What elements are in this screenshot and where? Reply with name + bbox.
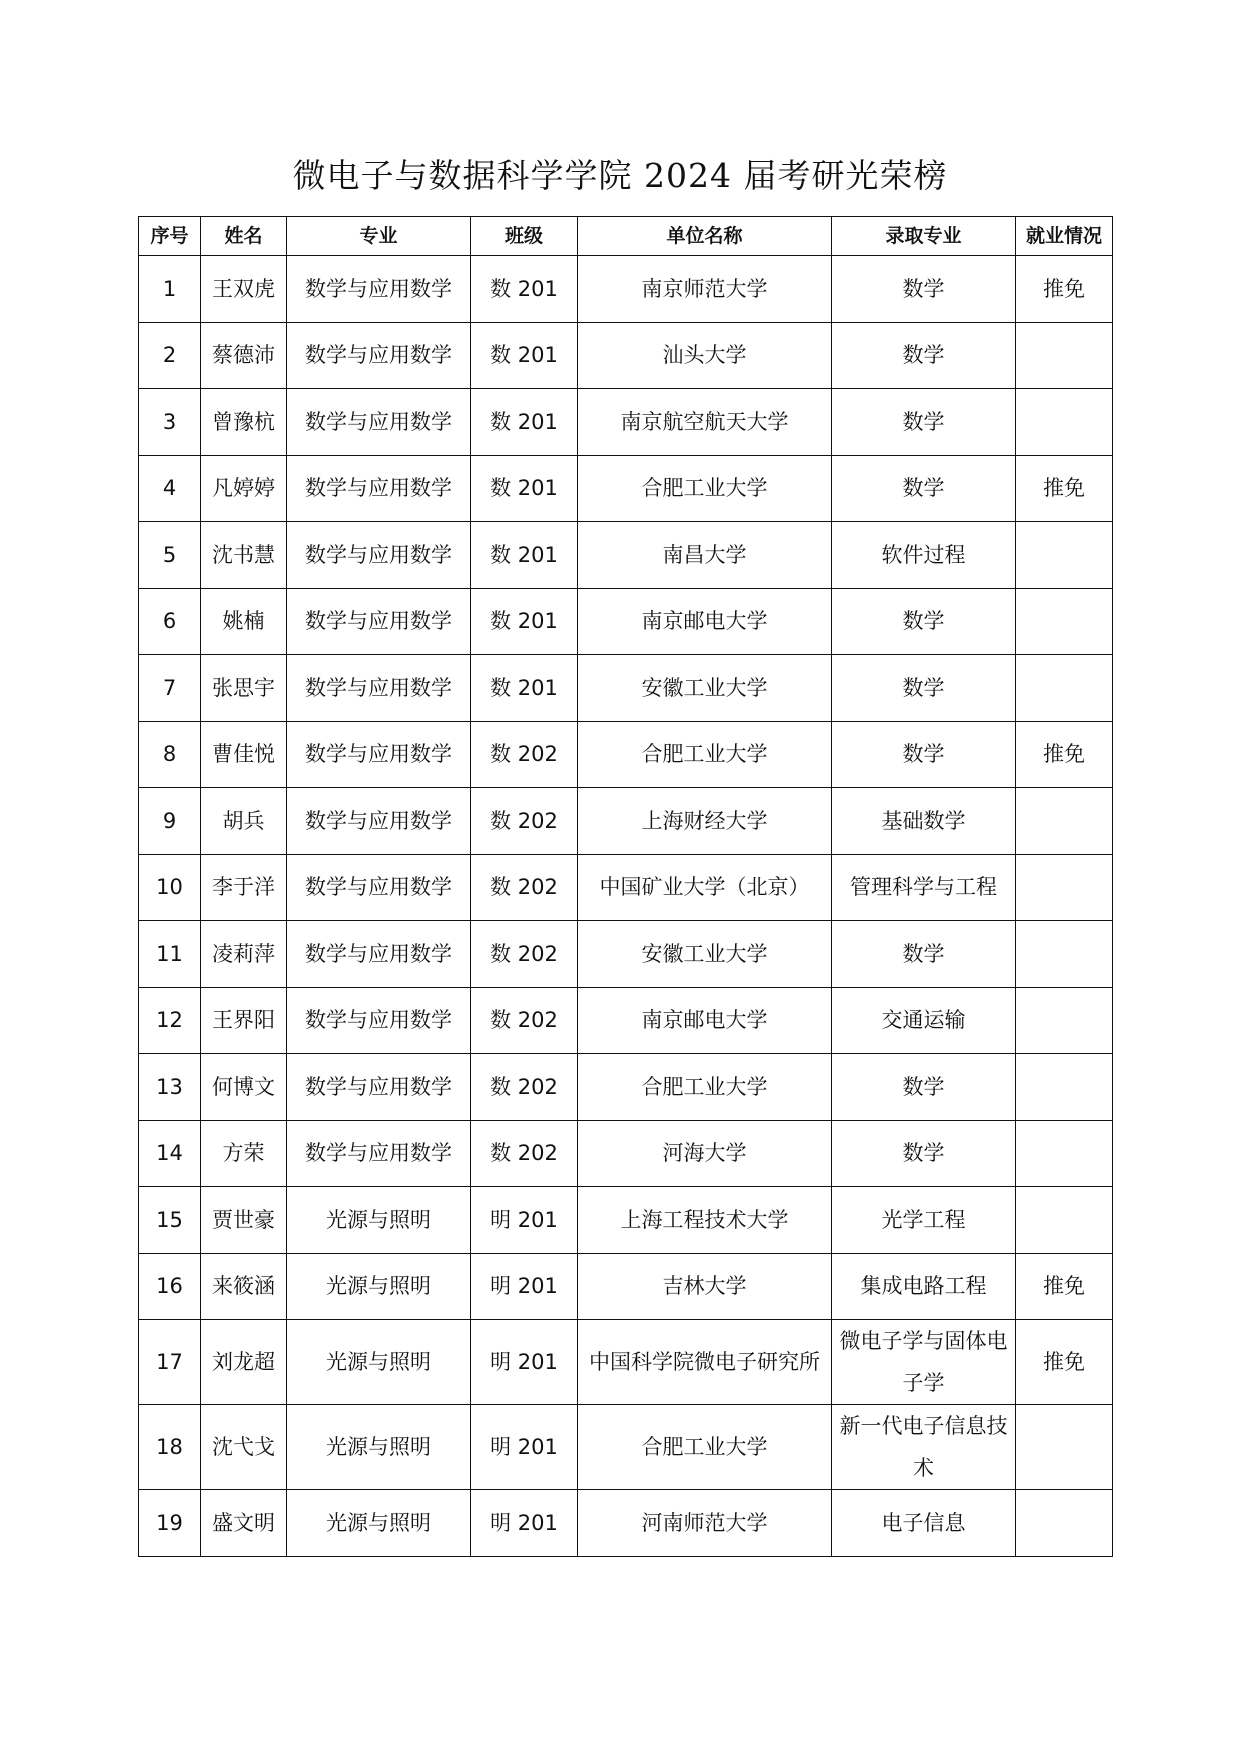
header-school: 单位名称 [578,217,832,256]
cell-no: 6 [139,588,201,655]
cell-name: 王双虎 [201,256,287,323]
cell-name: 刘龙超 [201,1320,287,1405]
cell-no: 8 [139,721,201,788]
table-row [139,588,1113,655]
cell-major: 光源与照明 [287,1187,471,1254]
cell-no: 19 [139,1490,201,1557]
header-admit-major: 录取专业 [832,217,1016,256]
cell-no: 10 [139,854,201,921]
page-title: 微电子与数据科学学院 2024 届考研光荣榜 [292,156,948,195]
cell-name: 王界阳 [201,987,287,1054]
cell-class: 数 201 [471,522,578,589]
cell-major: 数学与应用数学 [287,256,471,323]
cell-status [1016,1187,1113,1254]
cell-name: 沈书慧 [201,522,287,589]
cell-major: 光源与照明 [287,1320,471,1405]
table-row [139,522,1113,589]
cell-admit-major: 新一代电子信息技术 [832,1405,1016,1490]
cell-admit-major: 数学 [832,1054,1016,1121]
cell-admit-major: 光学工程 [832,1187,1016,1254]
cell-major: 数学与应用数学 [287,389,471,456]
table-row [139,1405,1113,1490]
cell-status: 推免 [1016,1253,1113,1320]
cell-class: 数 202 [471,987,578,1054]
cell-school: 合肥工业大学 [578,455,832,522]
cell-admit-major: 交通运输 [832,987,1016,1054]
cell-name: 来筱涵 [201,1253,287,1320]
cell-status: 推免 [1016,256,1113,323]
cell-class: 数 202 [471,721,578,788]
cell-name: 方荣 [201,1120,287,1187]
cell-name: 曹佳悦 [201,721,287,788]
cell-school: 安徽工业大学 [578,655,832,722]
table-row [139,854,1113,921]
header-status: 就业情况 [1016,217,1113,256]
cell-no: 15 [139,1187,201,1254]
cell-admit-major: 电子信息 [832,1490,1016,1557]
cell-name: 凡婷婷 [201,455,287,522]
cell-class: 数 201 [471,389,578,456]
cell-major: 数学与应用数学 [287,788,471,855]
cell-name: 沈弋戈 [201,1405,287,1490]
cell-major: 数学与应用数学 [287,721,471,788]
table-row [139,455,1113,522]
cell-class: 明 201 [471,1253,578,1320]
table-row [139,1490,1113,1557]
cell-class: 明 201 [471,1187,578,1254]
cell-no: 13 [139,1054,201,1121]
cell-name: 蔡德沛 [201,322,287,389]
cell-school: 汕头大学 [578,322,832,389]
cell-status [1016,921,1113,988]
cell-school: 河海大学 [578,1120,832,1187]
cell-school: 南昌大学 [578,522,832,589]
cell-name: 贾世豪 [201,1187,287,1254]
cell-class: 数 202 [471,854,578,921]
cell-no: 14 [139,1120,201,1187]
cell-no: 18 [139,1405,201,1490]
cell-status [1016,1054,1113,1121]
header-no: 序号 [139,217,201,256]
cell-class: 明 201 [471,1405,578,1490]
cell-status [1016,389,1113,456]
cell-no: 11 [139,921,201,988]
table-row [139,721,1113,788]
table-header-row [139,217,1113,256]
cell-name: 盛文明 [201,1490,287,1557]
cell-no: 9 [139,788,201,855]
cell-school: 合肥工业大学 [578,721,832,788]
cell-major: 光源与照明 [287,1490,471,1557]
cell-admit-major: 集成电路工程 [832,1253,1016,1320]
cell-admit-major: 微电子学与固体电子学 [832,1320,1016,1405]
table-row [139,788,1113,855]
cell-status [1016,854,1113,921]
cell-school: 南京邮电大学 [578,588,832,655]
table-row [139,1054,1113,1121]
cell-school: 南京邮电大学 [578,987,832,1054]
cell-status [1016,1120,1113,1187]
cell-major: 数学与应用数学 [287,655,471,722]
cell-status [1016,1405,1113,1490]
cell-status [1016,655,1113,722]
cell-school: 合肥工业大学 [578,1405,832,1490]
cell-no: 3 [139,389,201,456]
cell-status [1016,1490,1113,1557]
cell-school: 南京师范大学 [578,256,832,323]
cell-class: 数 202 [471,921,578,988]
cell-no: 2 [139,322,201,389]
cell-name: 李于洋 [201,854,287,921]
table-row [139,921,1113,988]
cell-class: 数 201 [471,322,578,389]
table-row [139,987,1113,1054]
cell-admit-major: 数学 [832,1120,1016,1187]
cell-name: 凌莉萍 [201,921,287,988]
cell-class: 明 201 [471,1490,578,1557]
cell-major: 数学与应用数学 [287,921,471,988]
cell-class: 数 201 [471,588,578,655]
cell-name: 张思宇 [201,655,287,722]
cell-status: 推免 [1016,1320,1113,1405]
table-row [139,256,1113,323]
cell-no: 5 [139,522,201,589]
cell-class: 数 202 [471,1054,578,1121]
cell-no: 16 [139,1253,201,1320]
cell-school: 安徽工业大学 [578,921,832,988]
cell-major: 数学与应用数学 [287,522,471,589]
cell-admit-major: 数学 [832,588,1016,655]
cell-class: 数 201 [471,655,578,722]
cell-class: 明 201 [471,1320,578,1405]
cell-major: 数学与应用数学 [287,1120,471,1187]
cell-admit-major: 数学 [832,322,1016,389]
table-row [139,1320,1113,1405]
cell-no: 7 [139,655,201,722]
cell-status: 推免 [1016,455,1113,522]
table-row [139,1187,1113,1254]
cell-status [1016,522,1113,589]
header-major: 专业 [287,217,471,256]
header-name: 姓名 [201,217,287,256]
cell-school: 合肥工业大学 [578,1054,832,1121]
table-row [139,389,1113,456]
cell-major: 数学与应用数学 [287,588,471,655]
table-row [139,655,1113,722]
cell-status [1016,588,1113,655]
cell-class: 数 201 [471,256,578,323]
cell-admit-major: 数学 [832,389,1016,456]
cell-admit-major: 数学 [832,256,1016,323]
cell-name: 胡兵 [201,788,287,855]
cell-class: 数 202 [471,788,578,855]
cell-school: 中国矿业大学（北京） [578,854,832,921]
cell-major: 数学与应用数学 [287,854,471,921]
honor-roll-table [138,216,1113,1557]
cell-admit-major: 数学 [832,721,1016,788]
cell-admit-major: 基础数学 [832,788,1016,855]
table-row [139,1253,1113,1320]
cell-major: 光源与照明 [287,1405,471,1490]
cell-class: 数 201 [471,455,578,522]
cell-school: 河南师范大学 [578,1490,832,1557]
header-class: 班级 [471,217,578,256]
cell-major: 数学与应用数学 [287,322,471,389]
cell-status [1016,987,1113,1054]
cell-admit-major: 数学 [832,455,1016,522]
cell-admit-major: 数学 [832,921,1016,988]
cell-name: 姚楠 [201,588,287,655]
cell-status: 推免 [1016,721,1113,788]
cell-no: 17 [139,1320,201,1405]
cell-school: 上海工程技术大学 [578,1187,832,1254]
cell-status [1016,788,1113,855]
table-row [139,1120,1113,1187]
cell-school: 吉林大学 [578,1253,832,1320]
cell-no: 1 [139,256,201,323]
cell-admit-major: 数学 [832,655,1016,722]
cell-school: 中国科学院微电子研究所 [578,1320,832,1405]
cell-major: 数学与应用数学 [287,987,471,1054]
cell-major: 数学与应用数学 [287,455,471,522]
cell-admit-major: 软件过程 [832,522,1016,589]
cell-no: 4 [139,455,201,522]
cell-name: 何博文 [201,1054,287,1121]
cell-status [1016,322,1113,389]
cell-major: 光源与照明 [287,1253,471,1320]
cell-school: 南京航空航天大学 [578,389,832,456]
cell-name: 曾豫杭 [201,389,287,456]
cell-class: 数 202 [471,1120,578,1187]
cell-school: 上海财经大学 [578,788,832,855]
cell-admit-major: 管理科学与工程 [832,854,1016,921]
table-row [139,322,1113,389]
cell-major: 数学与应用数学 [287,1054,471,1121]
cell-no: 12 [139,987,201,1054]
